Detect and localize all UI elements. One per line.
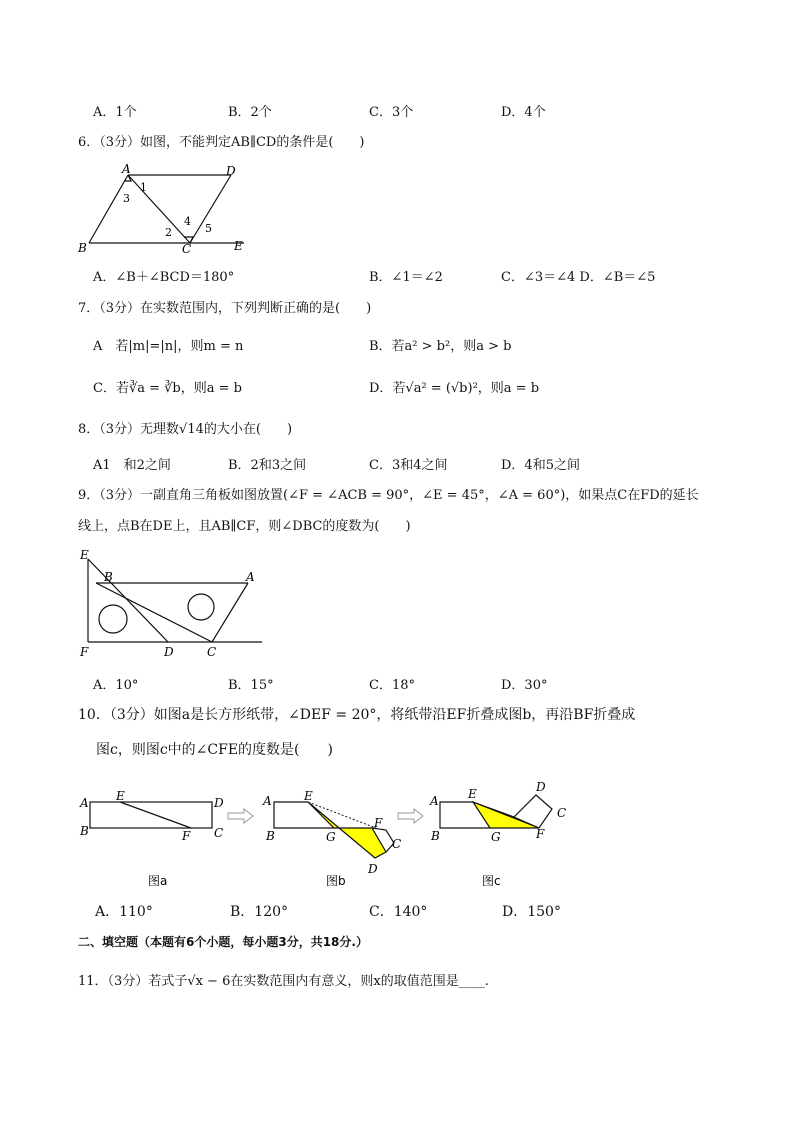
c-label-B: B xyxy=(431,829,440,843)
q11-stem: 11．（3分）若式子√x − 6在实数范围内有意义，则x的取值范围是____. xyxy=(78,974,489,989)
q8-option-a: A1 和2之间 xyxy=(93,458,171,473)
a-label-B: B xyxy=(80,824,89,838)
q9-option-b: B．15° xyxy=(228,678,274,693)
q10-option-c: C．140° xyxy=(369,904,428,920)
q10-option-b: B．120° xyxy=(230,904,289,920)
a-label-C: C xyxy=(214,826,224,840)
caption-a: 图a xyxy=(148,874,168,888)
c-label-A: A xyxy=(430,794,439,808)
q6-option-a: A．∠B＋∠BCD＝180° xyxy=(93,270,235,285)
a-label-E: E xyxy=(116,789,125,803)
c-label-G: G xyxy=(491,830,501,844)
label-F: F xyxy=(80,645,89,659)
label-A: A xyxy=(246,570,255,584)
b-label-G: G xyxy=(326,830,336,844)
label-D: D xyxy=(226,164,236,178)
q10-option-a: A．110° xyxy=(95,904,153,920)
q9-option-c: C．18° xyxy=(369,678,415,693)
a-label-F: F xyxy=(182,829,191,843)
angle-5: 5 xyxy=(205,222,212,235)
arrow-right-icon xyxy=(228,809,253,823)
arrow-right-icon xyxy=(398,809,423,823)
q9-option-d: D．30° xyxy=(501,678,548,693)
a-label-A: A xyxy=(80,796,89,810)
b-label-B: B xyxy=(266,829,275,843)
q7-option-b: B．若a² > b²，则a > b xyxy=(369,339,512,354)
q5-option-d: D．4个 xyxy=(501,105,546,120)
label-C: C xyxy=(207,645,217,659)
label-E: E xyxy=(234,239,243,253)
label-E: E xyxy=(80,548,89,562)
b-label-A: A xyxy=(263,794,272,808)
angle-4: 4 xyxy=(184,215,191,228)
c-label-D: D xyxy=(536,780,546,794)
q10-stem-line1: 10．（3分）如图a是长方形纸带，∠DEF = 20°，将纸带沿EF折叠成图b，再沿BF折叠成 xyxy=(78,707,636,723)
label-B: B xyxy=(104,570,113,584)
angle-3: 3 xyxy=(123,192,130,205)
q6-option-b: B．∠1＝∠2 xyxy=(369,270,443,285)
figure-a xyxy=(79,789,224,843)
q6-stem: 6．（3分）如图，不能判定AB∥CD的条件是( ) xyxy=(78,135,365,150)
q9-stem-line1: 9．（3分）一副直角三角板如图放置(∠F = ∠ACB = 90°，∠E = 45°，∠A = 60°)，如果点C在FD的延长 xyxy=(78,488,699,503)
b-label-F: F xyxy=(374,816,383,830)
q6-option-cd: C．∠3＝∠4 D．∠B＝∠5 xyxy=(501,270,656,285)
q6-parallelogram-figure xyxy=(76,160,276,260)
caption-c: 图c xyxy=(482,874,501,888)
c-label-F: F xyxy=(536,827,545,841)
q10-stem-line2: 图c，则图c中的∠CFE的度数是( ) xyxy=(96,742,333,758)
b-label-D: D xyxy=(368,862,378,876)
q9-triangle-figure xyxy=(76,543,266,661)
q7-option-d: D．若√a² = (√b)²，则a = b xyxy=(369,381,540,396)
angle-2: 2 xyxy=(165,226,172,239)
label-D: D xyxy=(164,645,174,659)
q8-option-b: B．2和3之间 xyxy=(228,458,307,473)
q10-option-d: D．150° xyxy=(502,904,561,920)
c-label-C: C xyxy=(557,806,567,820)
c-label-E: E xyxy=(468,787,477,801)
label-C: C xyxy=(182,242,192,256)
caption-b: 图b xyxy=(326,874,346,888)
section-title: 二、填空题（本题有6个小题，每小题3分，共18分.） xyxy=(78,935,368,949)
label-B: B xyxy=(78,241,87,255)
figure-c xyxy=(429,780,566,844)
a-label-D: D xyxy=(214,796,224,810)
q7-stem: 7．（3分）在实数范围内，下列判断正确的是( ) xyxy=(78,301,372,316)
q9-option-a: A．10° xyxy=(93,678,139,693)
q8-option-d: D．4和5之间 xyxy=(501,458,580,473)
q10-folding-figures xyxy=(76,775,576,890)
b-label-C: C xyxy=(392,837,402,851)
q8-option-c: C．3和4之间 xyxy=(369,458,448,473)
q5-option-c: C．3个 xyxy=(369,105,414,120)
q9-stem-line2: 线上，点B在DE上，且AB∥CF，则∠DBC的度数为( ) xyxy=(78,519,411,534)
q7-option-a: A 若|m|=|n|，则m = n xyxy=(93,339,244,354)
q7-option-c: C．若∛a = ∛b，则a = b xyxy=(93,381,242,396)
q5-option-a: A．1个 xyxy=(93,105,137,120)
q8-stem: 8．（3分）无理数√14的大小在( ) xyxy=(78,422,293,437)
b-label-E: E xyxy=(304,789,313,803)
angle-1: 1 xyxy=(140,181,147,194)
q5-option-b: B．2个 xyxy=(228,105,272,120)
figure-b xyxy=(262,789,401,876)
label-A: A xyxy=(122,162,131,176)
